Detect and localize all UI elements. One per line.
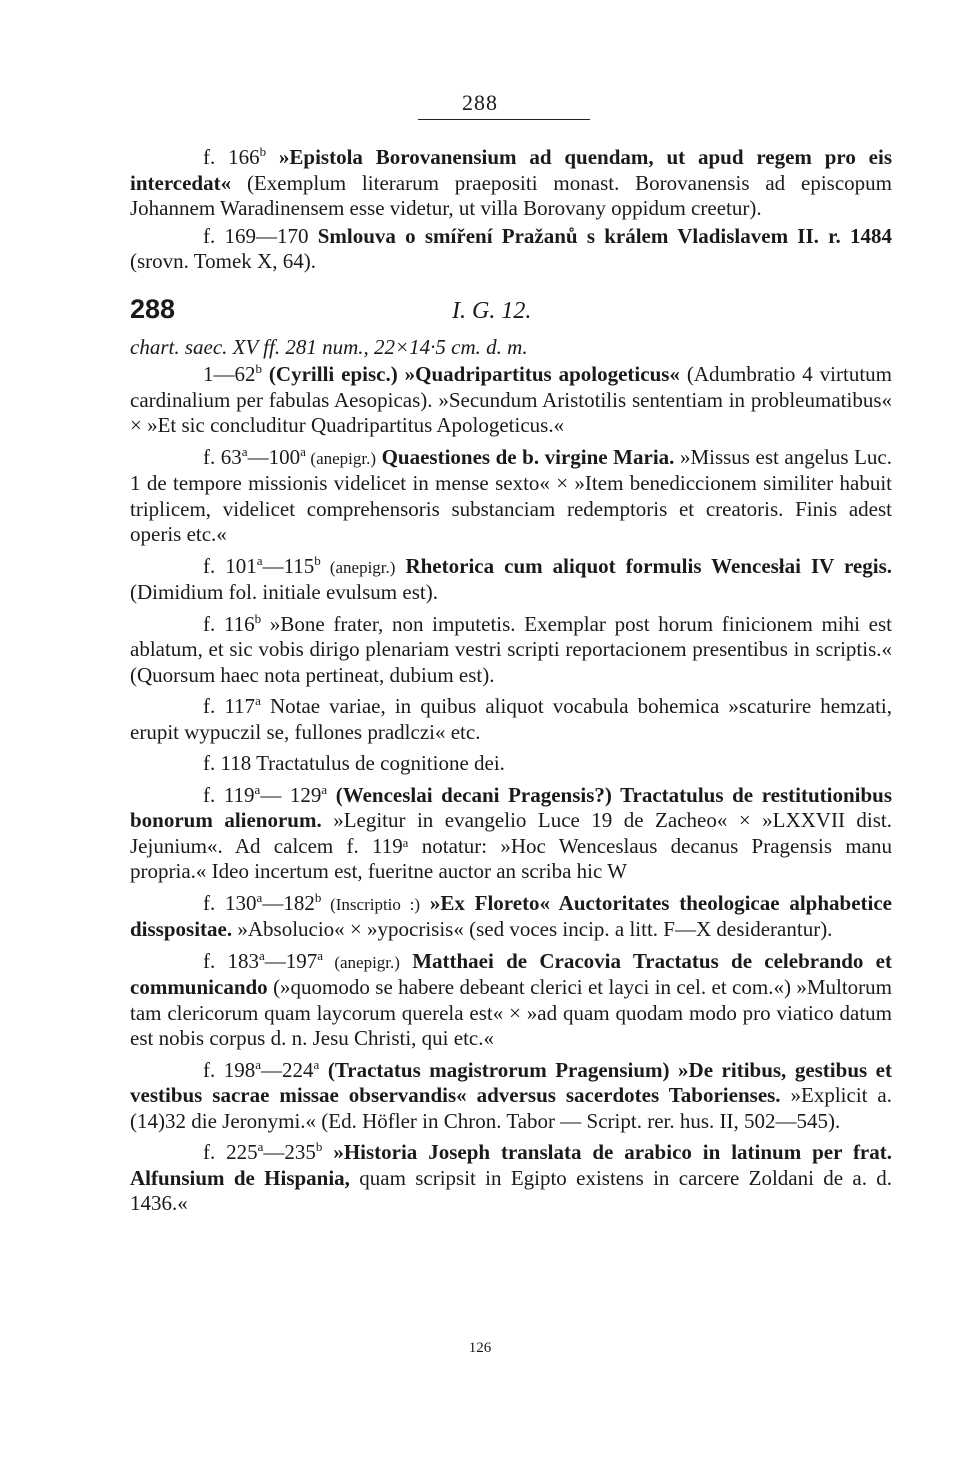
catalogue-item	[130, 1058, 892, 1135]
item-title: »Ex Floreto« Auctoritates theologicae alphabetice disspositae.	[130, 890, 892, 941]
folio-range-end: —100	[247, 444, 301, 469]
folio-side: a	[259, 947, 265, 963]
entry-heading	[130, 293, 892, 331]
folio-side: b	[255, 361, 262, 376]
catalogue-item	[130, 445, 892, 548]
folio-reference: f. 101	[203, 553, 257, 578]
catalogue-item	[130, 783, 892, 885]
catalogue-item	[130, 145, 892, 222]
item-description: Tractatulus de cognitione dei.	[251, 751, 505, 775]
item-title: (Wenceslai decani Pragensis?) Tractatulus de restitutionibus bonorum alienorum.	[130, 782, 892, 832]
folio-side: a	[256, 552, 263, 568]
folio-side: a	[317, 947, 324, 963]
item-title: Rhetorica cum aliquot formulis Wencesłai IV regis.	[395, 553, 893, 578]
header-rule	[418, 119, 590, 120]
item-title: Smlouva o smíření Pražanů s králem Vladislavem II. r. 1484	[308, 223, 892, 248]
item-description: quam scripsit in Egipto existens in carcere Zoldani de a. d. 1436.«	[130, 1165, 892, 1215]
folio-range-end: —197	[264, 948, 318, 973]
folio-side: a	[321, 781, 328, 797]
item-title: (Cyrilli episc.) »Quadripartitus apologeticus«	[262, 362, 680, 386]
folio-range-end: —235	[263, 1140, 316, 1164]
folio-reference: f. 117	[203, 694, 256, 718]
entry-number: 288	[130, 293, 176, 324]
title-note: (anepigr.)	[323, 952, 400, 972]
folio-reference: 1—62	[203, 362, 256, 386]
entry-contents	[130, 362, 892, 1217]
title-note: (anepigr.)	[305, 448, 377, 468]
folio-range-end: — 129	[260, 782, 322, 807]
folio-side: b	[314, 889, 322, 905]
folio-side: b	[315, 1139, 323, 1154]
item-description: (Exemplum literarum praepositi monast. Borovanensis ad episcopum Johannem Waradinensem esse videtur, ut villa Borovany oppidum creetur).	[130, 170, 892, 220]
folio-range-end: —115	[262, 553, 315, 578]
catalogue-item	[130, 891, 892, 943]
item-description: »Explicit a. (14)32 die Jeronymi.« (Ed. Höfler in Chron. Tabor — Script. rer. hus. II, 502—545).	[130, 1083, 892, 1133]
entry-signature: I. G. 12.	[452, 297, 532, 324]
folio-reference: f. 63	[203, 444, 242, 469]
catalogue-item	[130, 1140, 892, 1217]
catalogue-item	[130, 694, 892, 745]
item-description: »Bone frater, non imputetis. Exemplar post horum finicionem mihi est ablatum, et sic vobis dirigo plenariam vestri scripti reportacionem presentibus in scriptis.« (Quorsum haec nota pertineat, dubium est).	[130, 611, 892, 687]
item-title: »Epistola Borovanensium ad quendam, ut apud regem pro eis intercedat«	[130, 145, 892, 195]
previous-entry-continuation	[130, 145, 892, 275]
catalogue-item	[130, 554, 892, 606]
catalogue-item	[130, 362, 892, 439]
folio-range-end: —182	[262, 890, 315, 915]
folio-reference: f. 198	[203, 1057, 256, 1082]
folio-reference: f. 169—170	[203, 223, 309, 248]
catalogue-item	[130, 751, 892, 777]
sheet-number: 126	[468, 1340, 492, 1356]
folio-side: a	[255, 693, 261, 708]
folio-reference: f. 119	[203, 782, 255, 807]
item-description: Notae variae, in quibus aliquot vocabula bohemica »scaturire hemzati, erupit wypuczil se, fullones pradlczi« etc.	[130, 694, 892, 744]
catalogue-item	[130, 949, 892, 1052]
folio-range-end: —224	[261, 1057, 314, 1082]
item-description: (Dimidium fol. initiale evulsum est).	[130, 580, 438, 604]
folio-reference: f. 183	[203, 948, 259, 973]
folio-side: a	[255, 1056, 262, 1072]
item-description: »Legitur in evangelio Luce 19 de Zacheo« × »LXXVII dist. Jejunium«. Ad calcem f. 119ᵃ notatur: »Hoc Wenceslaus decanus Pragensis manu propria.« Ideo incertum est, fueritne auctor an scriba hic W	[130, 808, 892, 883]
page-body	[130, 145, 892, 1217]
item-description: (»quomodo se habere debeant clerici et layci in cel. et com.«) »Multorum tam clericorum quam laycorum querela est« × »ad quam quodam modo pro viatico datum est nobis corpus d. n. Jesu Christi, qui etc.«	[130, 975, 892, 1050]
item-title: »Historia Joseph translata de arabico in latinum per frat. Alfunsium de Hispania,	[130, 1140, 892, 1190]
item-title: (Tractatus magistrorum Pragensium) »De ritibus, gestibus et vestibus sacrae missae observandis« adversus sacerdotes Taborienses.	[130, 1057, 892, 1107]
item-description: »Absolucio« × »ypocrisis« (sed voces incip. a litt. F—X desiderantur).	[232, 917, 833, 941]
folio-side: a	[254, 781, 261, 797]
title-note: (Inscriptio :)	[321, 894, 421, 914]
folio-side: a	[257, 1139, 264, 1154]
folio-side: a	[313, 1056, 320, 1072]
folio-reference: f. 118	[203, 751, 252, 775]
folio-reference: f. 225	[203, 1140, 258, 1164]
title-note: (anepigr.)	[320, 557, 396, 577]
folio-side: b	[254, 610, 262, 626]
catalogue-item	[130, 612, 892, 689]
physical-description: chart. saec. XV ff. 281 num., 22×14·5 cm. d. m.	[130, 334, 528, 359]
page-number: 288	[462, 90, 498, 115]
folio-reference: f. 130	[203, 890, 257, 915]
item-description: (Adumbratio 4 virtutum cardinalium per fabulas Aesopicas). »Secundum Aristotilis sententiam in probleumatibus« × »Et sic concluditur Quadripartitus Apologeticus.«	[130, 362, 892, 437]
folio-side: b	[259, 144, 267, 159]
item-description: »Missus est angelus Luc. 1 de tempore missionis videlicet in mense sexto« × »Item benediccionem similiter habuit triplicem, videlicet comprehensoris substanciam redemptoris et creatoris. Finis adest operis etc.«	[130, 444, 892, 546]
folio-reference: f. 116	[203, 611, 255, 636]
item-description: (srovn. Tomek X, 64).	[130, 249, 316, 273]
folio-side: a	[256, 889, 263, 905]
folio-side: a	[300, 443, 306, 459]
catalogue-item	[130, 224, 892, 275]
folio-side: a	[241, 443, 248, 459]
item-title: Quaestiones de b. virgine Maria.	[376, 444, 675, 469]
folio-reference: f. 166	[203, 145, 260, 169]
item-title: Matthaei de Cracovia Tractatus de celebrando et communicando	[130, 948, 893, 999]
folio-side: b	[314, 552, 321, 568]
